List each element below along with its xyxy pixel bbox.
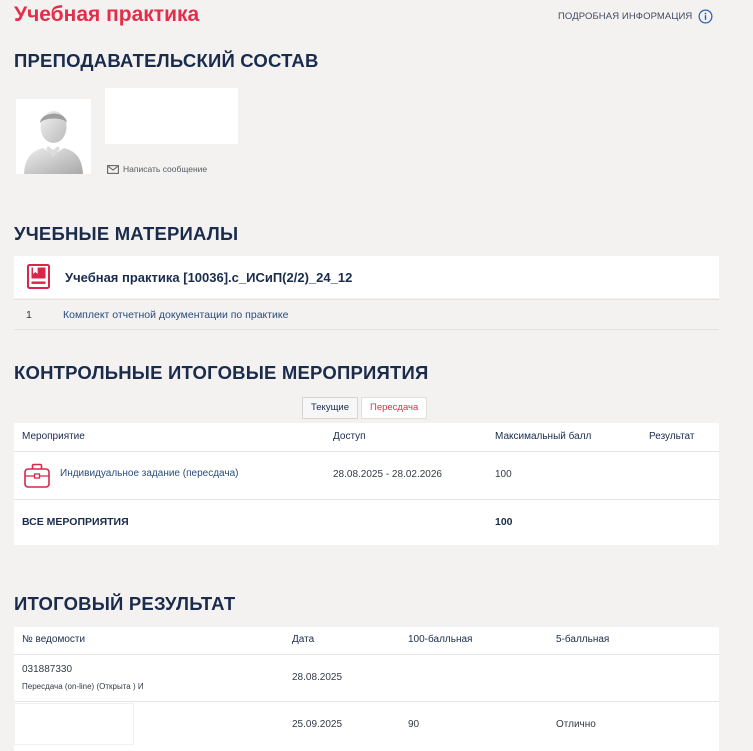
avatar: [16, 99, 91, 174]
course-title: Учебная практика [10036].с_ИСиП(2/2)_24_12: [65, 269, 353, 285]
column-header: Дата: [292, 634, 315, 645]
details-link[interactable]: [558, 9, 713, 24]
materials-heading: УЧЕБНЫЕ МАТЕРИАЛЫ: [14, 223, 239, 244]
book-icon: [27, 264, 51, 290]
page-title: Учебная практика: [14, 3, 200, 26]
column-header: Мероприятие: [22, 431, 85, 442]
statement-date: 25.09.2025: [292, 719, 343, 730]
tab-retake[interactable]: Пересдача: [361, 397, 427, 419]
redacted-cell: [14, 703, 134, 745]
details-link-label: ПОДРОБНАЯ ИНФОРМАЦИЯ: [558, 11, 693, 22]
write-message-label: Написать сообщение: [123, 164, 208, 174]
total-max-score: 100: [495, 516, 513, 528]
task-link[interactable]: Индивидуальное задание (пересдача): [60, 468, 239, 479]
task-max-score: 100: [495, 469, 512, 480]
total-label: ВСЕ МЕРОПРИЯТИЯ: [22, 516, 129, 528]
column-header: № ведомости: [22, 634, 86, 645]
write-message-link[interactable]: [107, 164, 207, 174]
material-number: 1: [26, 308, 32, 321]
divider: [14, 499, 719, 500]
results-heading: ИТОГОВЫЙ РЕЗУЛЬТАТ: [14, 593, 236, 614]
task-access: 28.08.2025 - 28.02.2026: [333, 469, 442, 480]
course-materials-card[interactable]: [14, 256, 719, 298]
user-silhouette-icon: [16, 99, 91, 174]
teacher-name-box: [105, 88, 238, 144]
tab-current[interactable]: Текущие: [302, 397, 358, 419]
column-header: 5-балльная: [556, 634, 610, 645]
divider: [14, 451, 719, 452]
divider: [14, 654, 719, 655]
teachers-heading: ПРЕПОДАВАТЕЛЬСКИЙ СОСТАВ: [14, 50, 319, 71]
briefcase-icon: [23, 462, 51, 490]
column-header: Доступ: [333, 431, 366, 442]
statement-note: Пересдача (on-line) (Открыта ) И: [22, 682, 144, 691]
statement-number: 031887330: [22, 664, 73, 675]
info-icon: [698, 9, 713, 24]
statement-date: 28.08.2025: [292, 672, 343, 683]
divider: [14, 701, 719, 702]
control-tabs: [302, 397, 427, 419]
column-header: 100-балльная: [408, 634, 473, 645]
statement-score-100: 90: [408, 719, 420, 730]
column-header: Результат: [649, 431, 695, 442]
statement-score-5: Отлично: [556, 719, 596, 730]
list-item: [14, 299, 719, 330]
material-link[interactable]: Комплект отчетной документации по практике: [63, 308, 289, 321]
control-heading: КОНТРОЛЬНЫЕ ИТОГОВЫЕ МЕРОПРИЯТИЯ: [14, 362, 429, 383]
column-header: Максимальный балл: [495, 431, 592, 442]
envelope-icon: [107, 165, 119, 174]
